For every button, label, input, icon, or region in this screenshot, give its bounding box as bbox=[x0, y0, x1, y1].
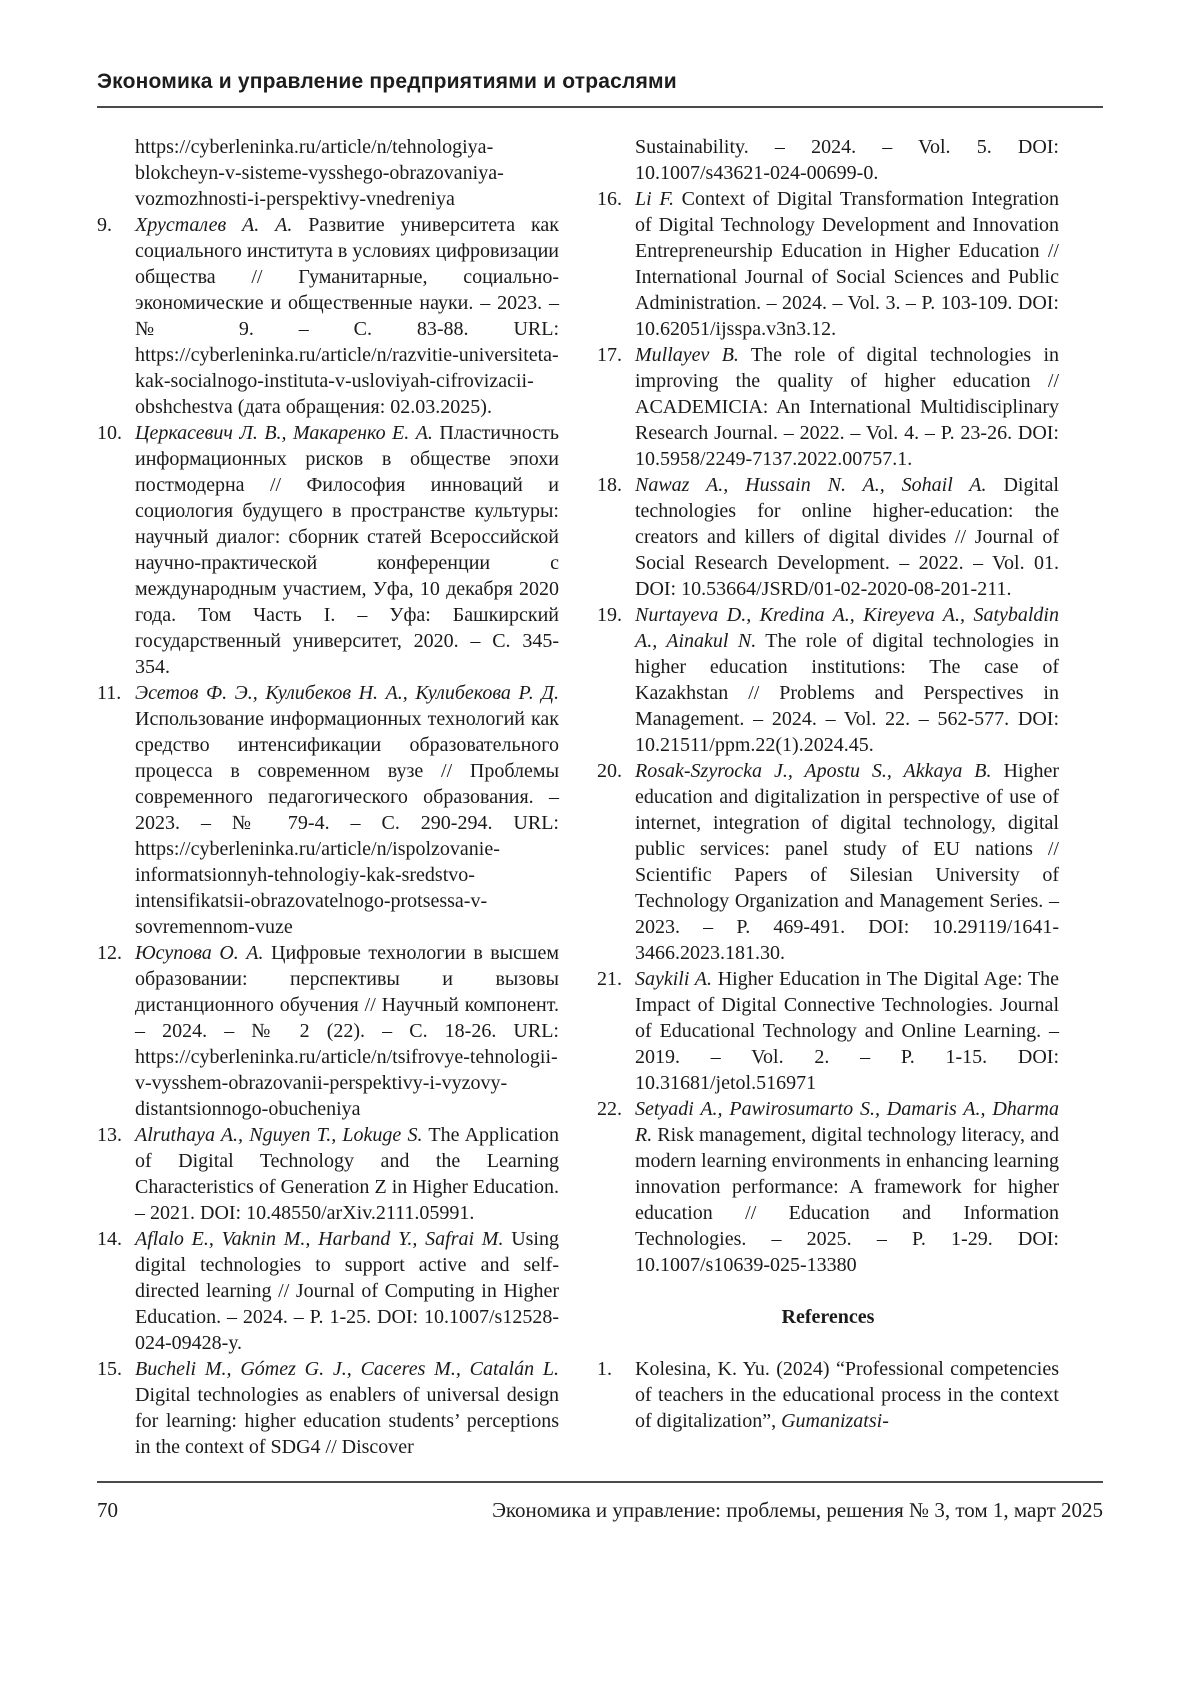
reference-number: 20. bbox=[597, 760, 622, 782]
reference-item bbox=[97, 1122, 559, 1226]
reference-item bbox=[597, 602, 1059, 758]
references-list bbox=[97, 134, 1103, 1460]
reference-number: 22. bbox=[597, 1098, 622, 1120]
reference-text: Alruthaya A., Nguyen T., Lokuge S. The Application of Digital Technology and the Learning Characteristics of Generation Z in Higher Education. – 2021. DOI: 10.48550/arXiv.2111.05991. bbox=[135, 1124, 559, 1224]
reference-number: 19. bbox=[597, 604, 622, 626]
reference-text: Setyadi A., Pawirosumarto S., Damaris A., Dharma R. Risk management, digital technology literacy, and modern learning environments in enhancing learning innovation performance: A framework for higher education // Education and Information Technologies. – 2025. – P. 1-29. DOI: 10.1007/s10639-025-13380 bbox=[635, 1098, 1059, 1276]
reference-text: Saykili A. Higher Education in The Digital Age: The Impact of Digital Connective Technologies. Journal of Educational Technology and Online Learning. – 2019. – Vol. 2. – P. 1-15. DOI: 10.31681/jetol.516971 bbox=[635, 968, 1059, 1094]
header-rule bbox=[97, 106, 1103, 108]
reference-text: https://cyberleninka.ru/article/n/tehnologiya-blokcheyn-v-sisteme-vysshego-obrazovaniya-vozmozhnosti-i-perspektivy-vnedreniya bbox=[135, 136, 504, 210]
reference-text: Эсетов Ф. Э., Кулибеков Н. А., Кулибекова Р. Д. Использование информационных технологий как средство интенсификации образовательного процесса в современном вузе // Проблемы современного педагогического образования. – 2023. – № 79-4. – С. 290-294. URL: https://cyberleninka.ru/article/n/ispolzovanie-informatsionnyh-tehnologiy-kak-sredstvo-intensifikatsii-obrazovatelnogo-protsessa-v-sovremennom-vuze bbox=[135, 682, 559, 938]
page-number: 70 bbox=[97, 1498, 118, 1522]
reference-text: Mullayev B. The role of digital technologies in improving the quality of higher education // ACADEMICIA: An International Multidisciplinary Research Journal. – 2022. – Vol. 4. – P. 23-26. DOI: 10.5958/2249-7137.2022.00757.1. bbox=[635, 344, 1060, 470]
reference-item bbox=[597, 758, 1059, 966]
reference-text: Bucheli M., Gómez G. J., Caceres M., Catalán L. Digital technologies as enablers of universal design for learning: higher education students’ perceptions in the context of SDG4 // Discover bbox=[135, 1358, 559, 1458]
reference-text: Хрусталев А. А. Развитие университета как социального института в условиях цифровизации общества // Гуманитарные, социально-экономические и общественные науки. – 2023. – № 9. – С. 83-88. URL: https://cyberleninka.ru/article/n/razvitie-universiteta-kak-socialnogo-instituta-v-usloviyah-cifrovizacii-obshchestva (дата обращения: 02.03.2025). bbox=[135, 214, 559, 418]
reference-item bbox=[97, 680, 559, 940]
reference-number: 12. bbox=[97, 942, 122, 964]
reference-text: Li F. Context of Digital Transformation Integration of Digital Technology Development and Innovation Entrepreneurship Education in Higher Education // International Journal of Social Sciences and Public Administration. – 2024. – Vol. 3. – P. 103-109. DOI: 10.62051/ijsspa.v3n3.12. bbox=[635, 188, 1059, 340]
reference-number: 13. bbox=[97, 1124, 122, 1146]
reference-text: Юсупова О. А. Цифровые технологии в высшем образовании: перспективы и вызовы дистанционного обучения // Научный компонент. – 2024. – № 2 (22). – С. 18-26. URL: https://cyberleninka.ru/article/n/tsifrovye-tehnologii-v-vysshem-obrazovanii-perspektivy-i-vyzovy-distantsionnogo-obucheniya bbox=[135, 942, 559, 1120]
reference-item bbox=[97, 940, 559, 1122]
reference-item bbox=[97, 1356, 559, 1460]
reference-text: Nurtayeva D., Kredina A., Kireyeva A., Satybaldin A., Ainakul N. The role of digital technologies in higher education institutions: The case of Kazakhstan // Problems and Perspectives in Management. – 2024. – Vol. 22. – 562-577. DOI: 10.21511/ppm.22(1).2024.45. bbox=[635, 604, 1059, 756]
reference-number: 16. bbox=[597, 188, 622, 210]
reference-number: 10. bbox=[97, 422, 122, 444]
reference-item bbox=[597, 186, 1059, 342]
reference-number: 14. bbox=[97, 1228, 122, 1250]
reference-item bbox=[97, 1226, 559, 1356]
reference-text: Церкасевич Л. В., Макаренко Е. А. Пластичность информационных рисков в обществе эпохи постмодерна // Философия инноваций и социология будущего в пространстве культуры: научный диалог: сборник статей Всероссийской научно-практической конференции с международным участием, Уфа, 10 декабря 2020 года. Том Часть I. – Уфа: Башкирский государственный университет, 2020. – С. 345-354. bbox=[135, 422, 559, 678]
reference-number: 21. bbox=[597, 968, 622, 990]
reference-text: Aflalo E., Vaknin M., Harband Y., Safrai M. Using digital technologies to support active and self-directed learning // Journal of Computing in Higher Education. – 2024. – P. 1-25. DOI: 10.1007/s12528-024-09428-y. bbox=[135, 1228, 559, 1354]
reference-number: 17. bbox=[597, 344, 622, 366]
reference-number: 1. bbox=[597, 1358, 612, 1380]
right-column bbox=[597, 134, 1059, 1460]
reference-text: Kolesina, K. Yu. (2024) “Professional competencies of teachers in the educational process in the context of digitalization”, Gumanizatsi- bbox=[635, 1358, 1059, 1432]
running-head bbox=[97, 70, 1103, 108]
reference-text: Nawaz A., Hussain N. A., Sohail A. Digital technologies for online higher-education: the creators and killers of digital divides // Journal of Social Research Development. – 2022. – Vol. 01. DOI: 10.53664/JSRD/01-02-2020-08-201-211. bbox=[635, 474, 1059, 600]
left-column bbox=[97, 134, 559, 1460]
reference-number: 18. bbox=[597, 474, 622, 496]
section-title: Экономика и управление предприятиями и отраслями bbox=[97, 70, 677, 93]
reference-text: Rosak-Szyrocka J., Apostu S., Akkaya B. Higher education and digitalization in perspective of use of internet, integration of digital technology, digital public services: panel study of EU nations // Scientific Papers of Silesian University of Technology Organization and Management Series. – 2023. – P. 469-491. DOI: 10.29119/1641-3466.2023.181.30. bbox=[635, 760, 1059, 964]
reference-continuation bbox=[97, 134, 559, 212]
reference-number bbox=[97, 134, 135, 212]
footer-rule bbox=[97, 1481, 1103, 1483]
reference-item bbox=[97, 212, 559, 420]
reference-number bbox=[597, 134, 635, 186]
reference-text: Sustainability. – 2024. – Vol. 5. DOI: 10.1007/s43621-024-00699-0. bbox=[635, 136, 1059, 184]
page-footer bbox=[97, 1481, 1103, 1523]
reference-number: 9. bbox=[97, 214, 112, 236]
reference-item bbox=[597, 472, 1059, 602]
reference-number: 11. bbox=[97, 682, 122, 704]
reference-continuation bbox=[597, 134, 1059, 186]
journal-info: Экономика и управление: проблемы, решения № 3, том 1, март 2025 bbox=[492, 1498, 1103, 1522]
reference-item bbox=[597, 342, 1059, 472]
reference-number: 15. bbox=[97, 1358, 122, 1380]
reference-item bbox=[597, 1356, 1059, 1434]
reference-item bbox=[597, 966, 1059, 1096]
references-heading: References bbox=[781, 1306, 875, 1328]
reference-item bbox=[597, 1096, 1059, 1278]
reference-item bbox=[97, 420, 559, 680]
